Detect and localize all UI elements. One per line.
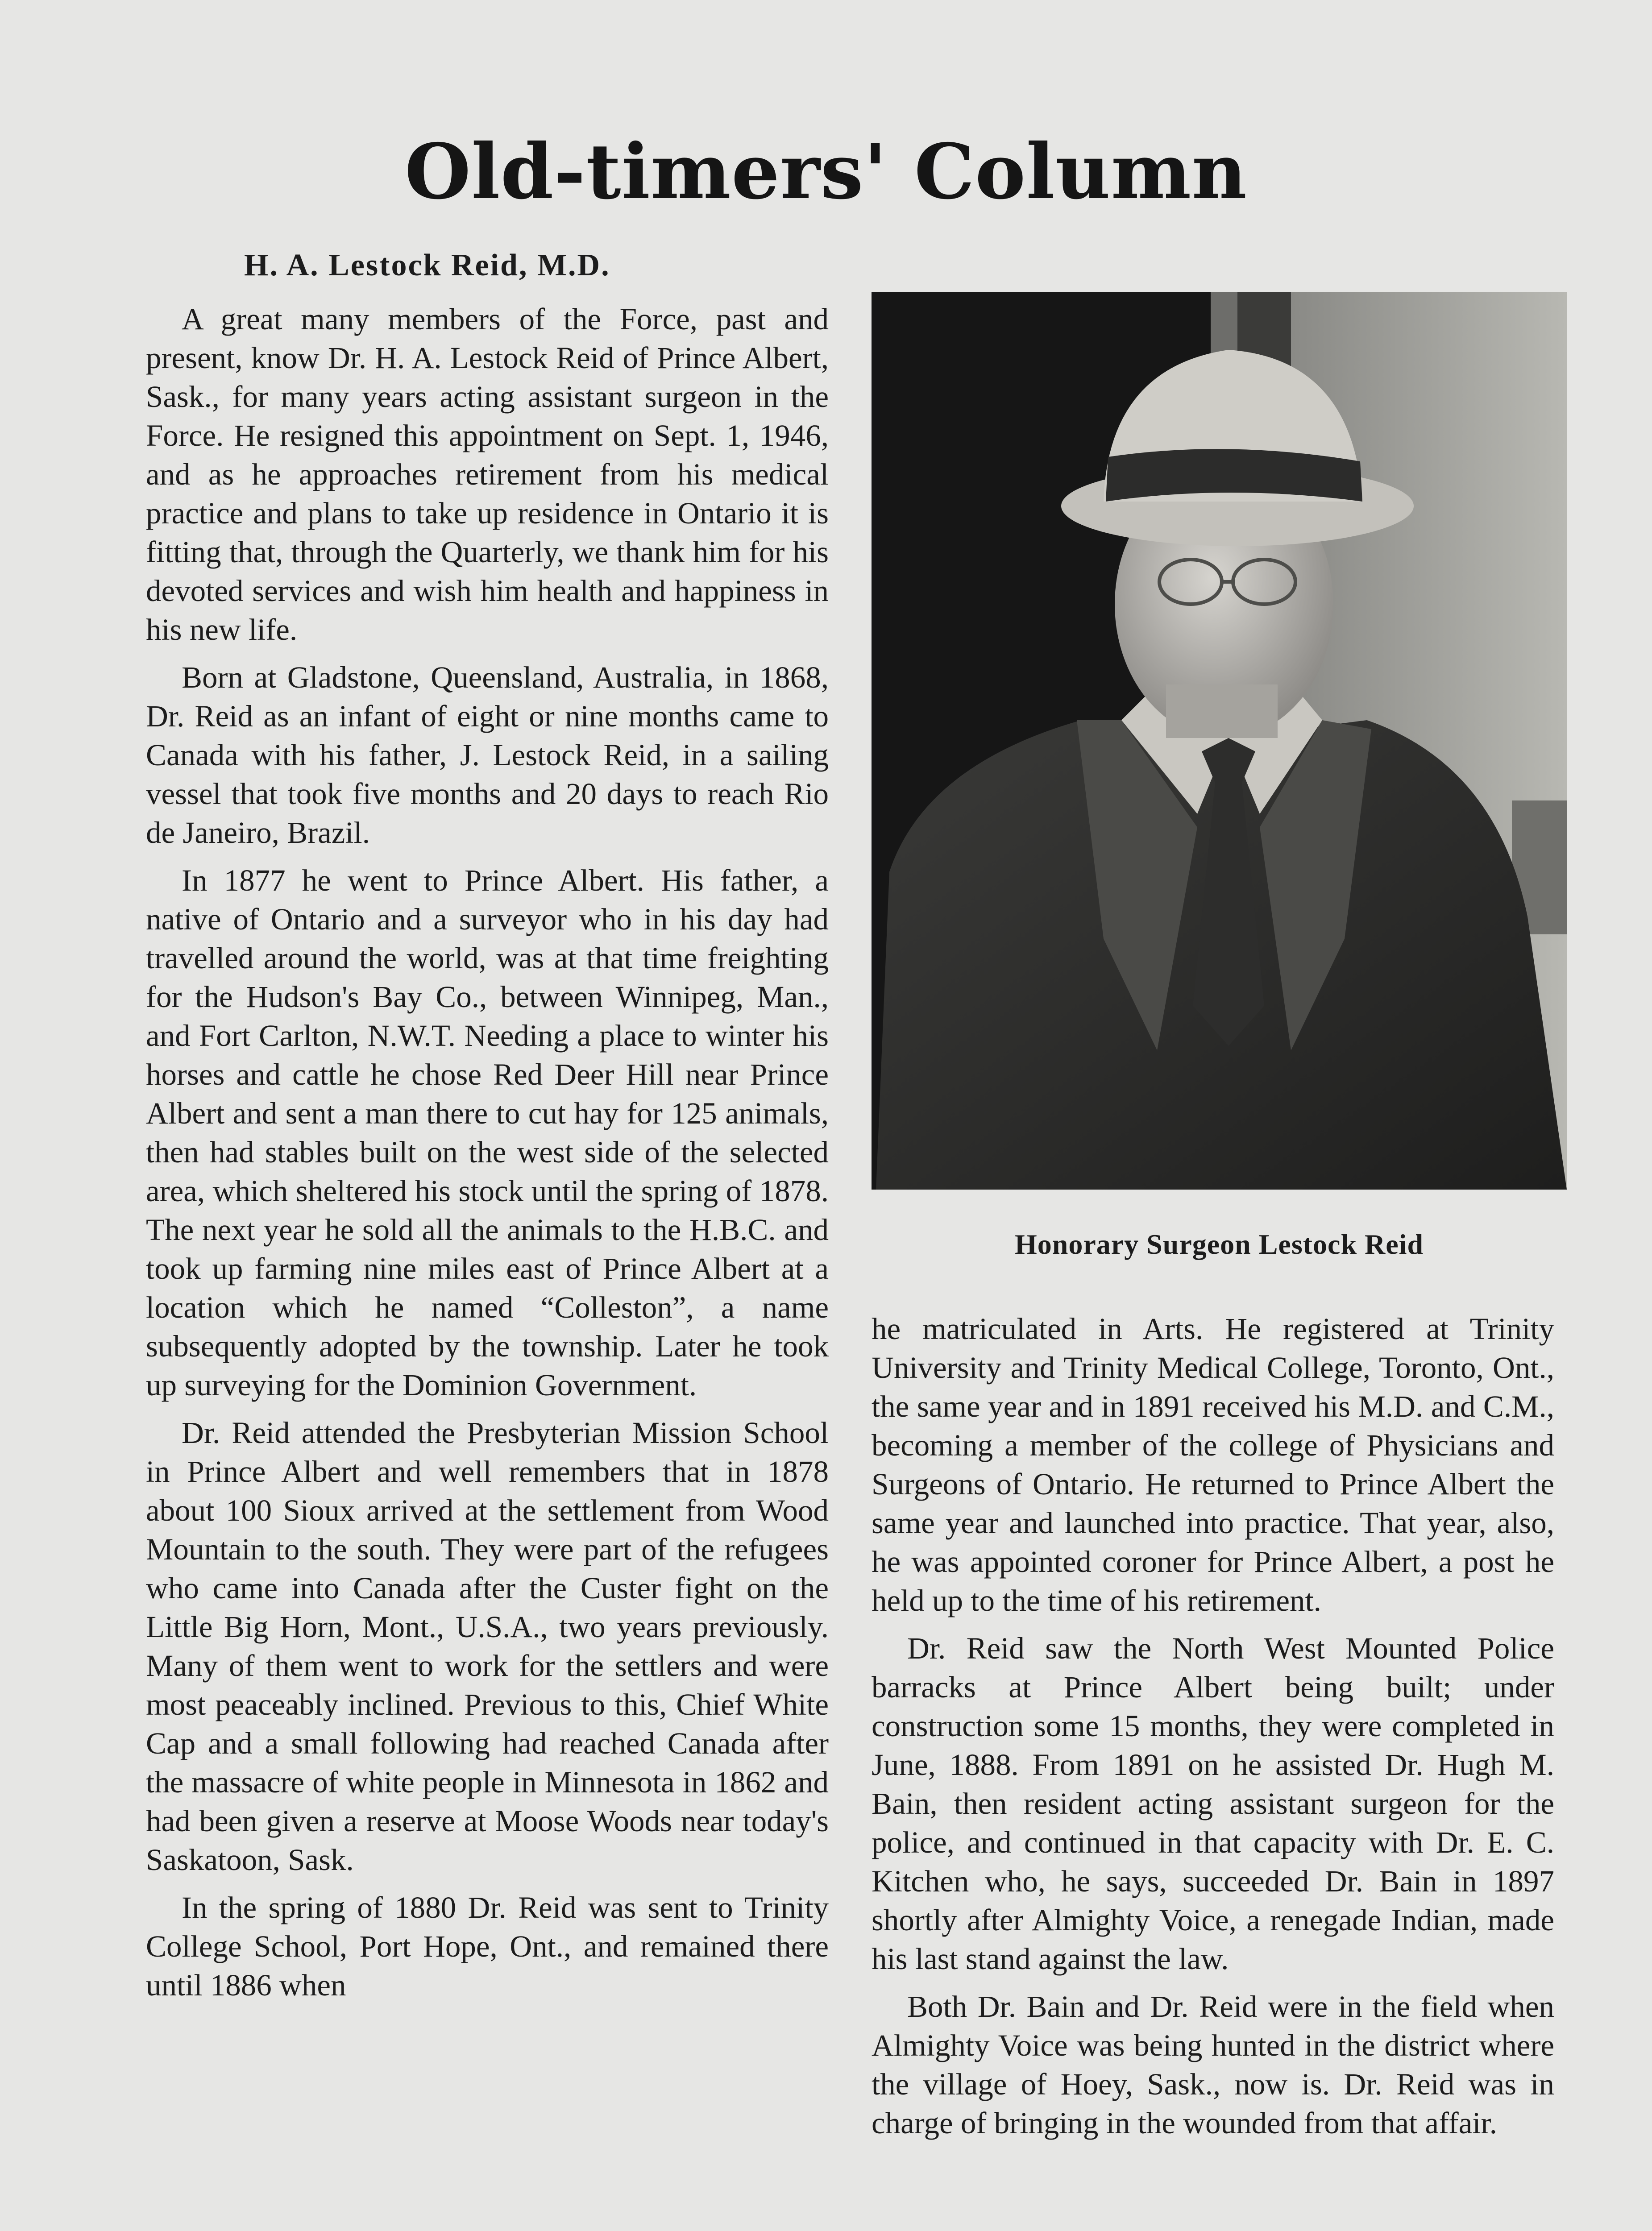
- paragraph: A great many members of the Force, past and present, know Dr. H. A. Lestock Reid of Prince Albert, Sask., for many years acting assistant surgeon in the Force. He resigned this appointment on Sept. 1, 1946, and as he approaches retirement from his medical practice and plans to take up residence in Ontario it is fitting that, through the Quarterly, we thank him for his devoted services and wish him health and happiness in his new life.: [146, 302, 829, 647]
- paragraph: In 1877 he went to Prince Albert. His father, a native of Ontario and a surveyor who in his day had travelled around the world, was at that time freighting for the Hudson's Bay Co., between Winnipeg, Man., and Fort Carlton, N.W.T. Needing a place to winter his horses and cattle he chose Red Deer Hill near Prince Albert and sent a man there to cut hay for 125 animals, then had stables built on the west side of the selected area, which sheltered his stock until the spring of 1878. The next year he sold all the animals to the H.B.C. and took up farming nine miles east of Prince Albert at a location which he named “Colleston”, a name subsequently adopted by the township. Later he took up surveying for the Dominion Government.: [146, 863, 829, 1402]
- paragraph: Dr. Reid attended the Presbyterian Mission School in Prince Albert and well remembers that in 1878 about 100 Sioux arrived at the settlement from Wood Mountain to the south. They were part of the refugees who came into Canada after the Custer fight on the Little Big Horn, Mont., U.S.A., two years previously. Many of them went to work for the settlers and were most peaceably inclined. Previous to this, Chief White Cap and a small following had reached Canada after the massacre of white people in Minnesota in 1862 and had been given a reserve at Moose Woods near today's Saskatoon, Sask.: [146, 1416, 829, 1877]
- paragraph: Born at Gladstone, Queensland, Australia, in 1868, Dr. Reid as an infant of eight or nine months came to Canada with his father, J. Lestock Reid, in a sailing vessel that took five months and 20 days to reach Rio de Janeiro, Brazil.: [146, 660, 829, 850]
- portrait-photo: [872, 292, 1567, 1190]
- paragraph: Dr. Reid saw the North West Mounted Police barracks at Prince Albert being built; under construction some 15 months, they were completed in June, 1888. From 1891 on he assisted Dr. Hugh M. Bain, then resident acting assistant surgeon for the police, and continued in that capacity with Dr. E. C. Kitchen who, he says, succeeded Dr. Bain in 1897 shortly after Almighty Voice, a renegade Indian, made his last stand against the law.: [872, 1631, 1554, 1976]
- page-title: Old-timers' Column: [404, 127, 1248, 216]
- article-right-column: [872, 1310, 1554, 2152]
- paragraph: In the spring of 1880 Dr. Reid was sent to Trinity College School, Port Hope, Ont., and remained there until 1886 when: [146, 1891, 829, 2002]
- article-byline: H. A. Lestock Reid, M.D.: [244, 248, 610, 282]
- article-left-column: [146, 250, 829, 2014]
- photo-caption: Honorary Surgeon Lestock Reid: [1014, 1228, 1424, 1260]
- paragraph: Both Dr. Bain and Dr. Reid were in the field when Almighty Voice was being hunted in the district where the village of Hoey, Sask., now is. Dr. Reid was in charge of bringing in the wounded from that affair.: [872, 1990, 1554, 2140]
- paragraph: he matriculated in Arts. He registered at Trinity University and Trinity Medical College, Toronto, Ont., the same year and in 1891 received his M.D. and C.M., becoming a member of the college of Physicians and Surgeons of Ontario. He returned to Prince Albert the same year and launched into practice. That year, also, he was appointed coroner for Prince Albert, a post he held up to the time of his retirement.: [872, 1312, 1554, 1617]
